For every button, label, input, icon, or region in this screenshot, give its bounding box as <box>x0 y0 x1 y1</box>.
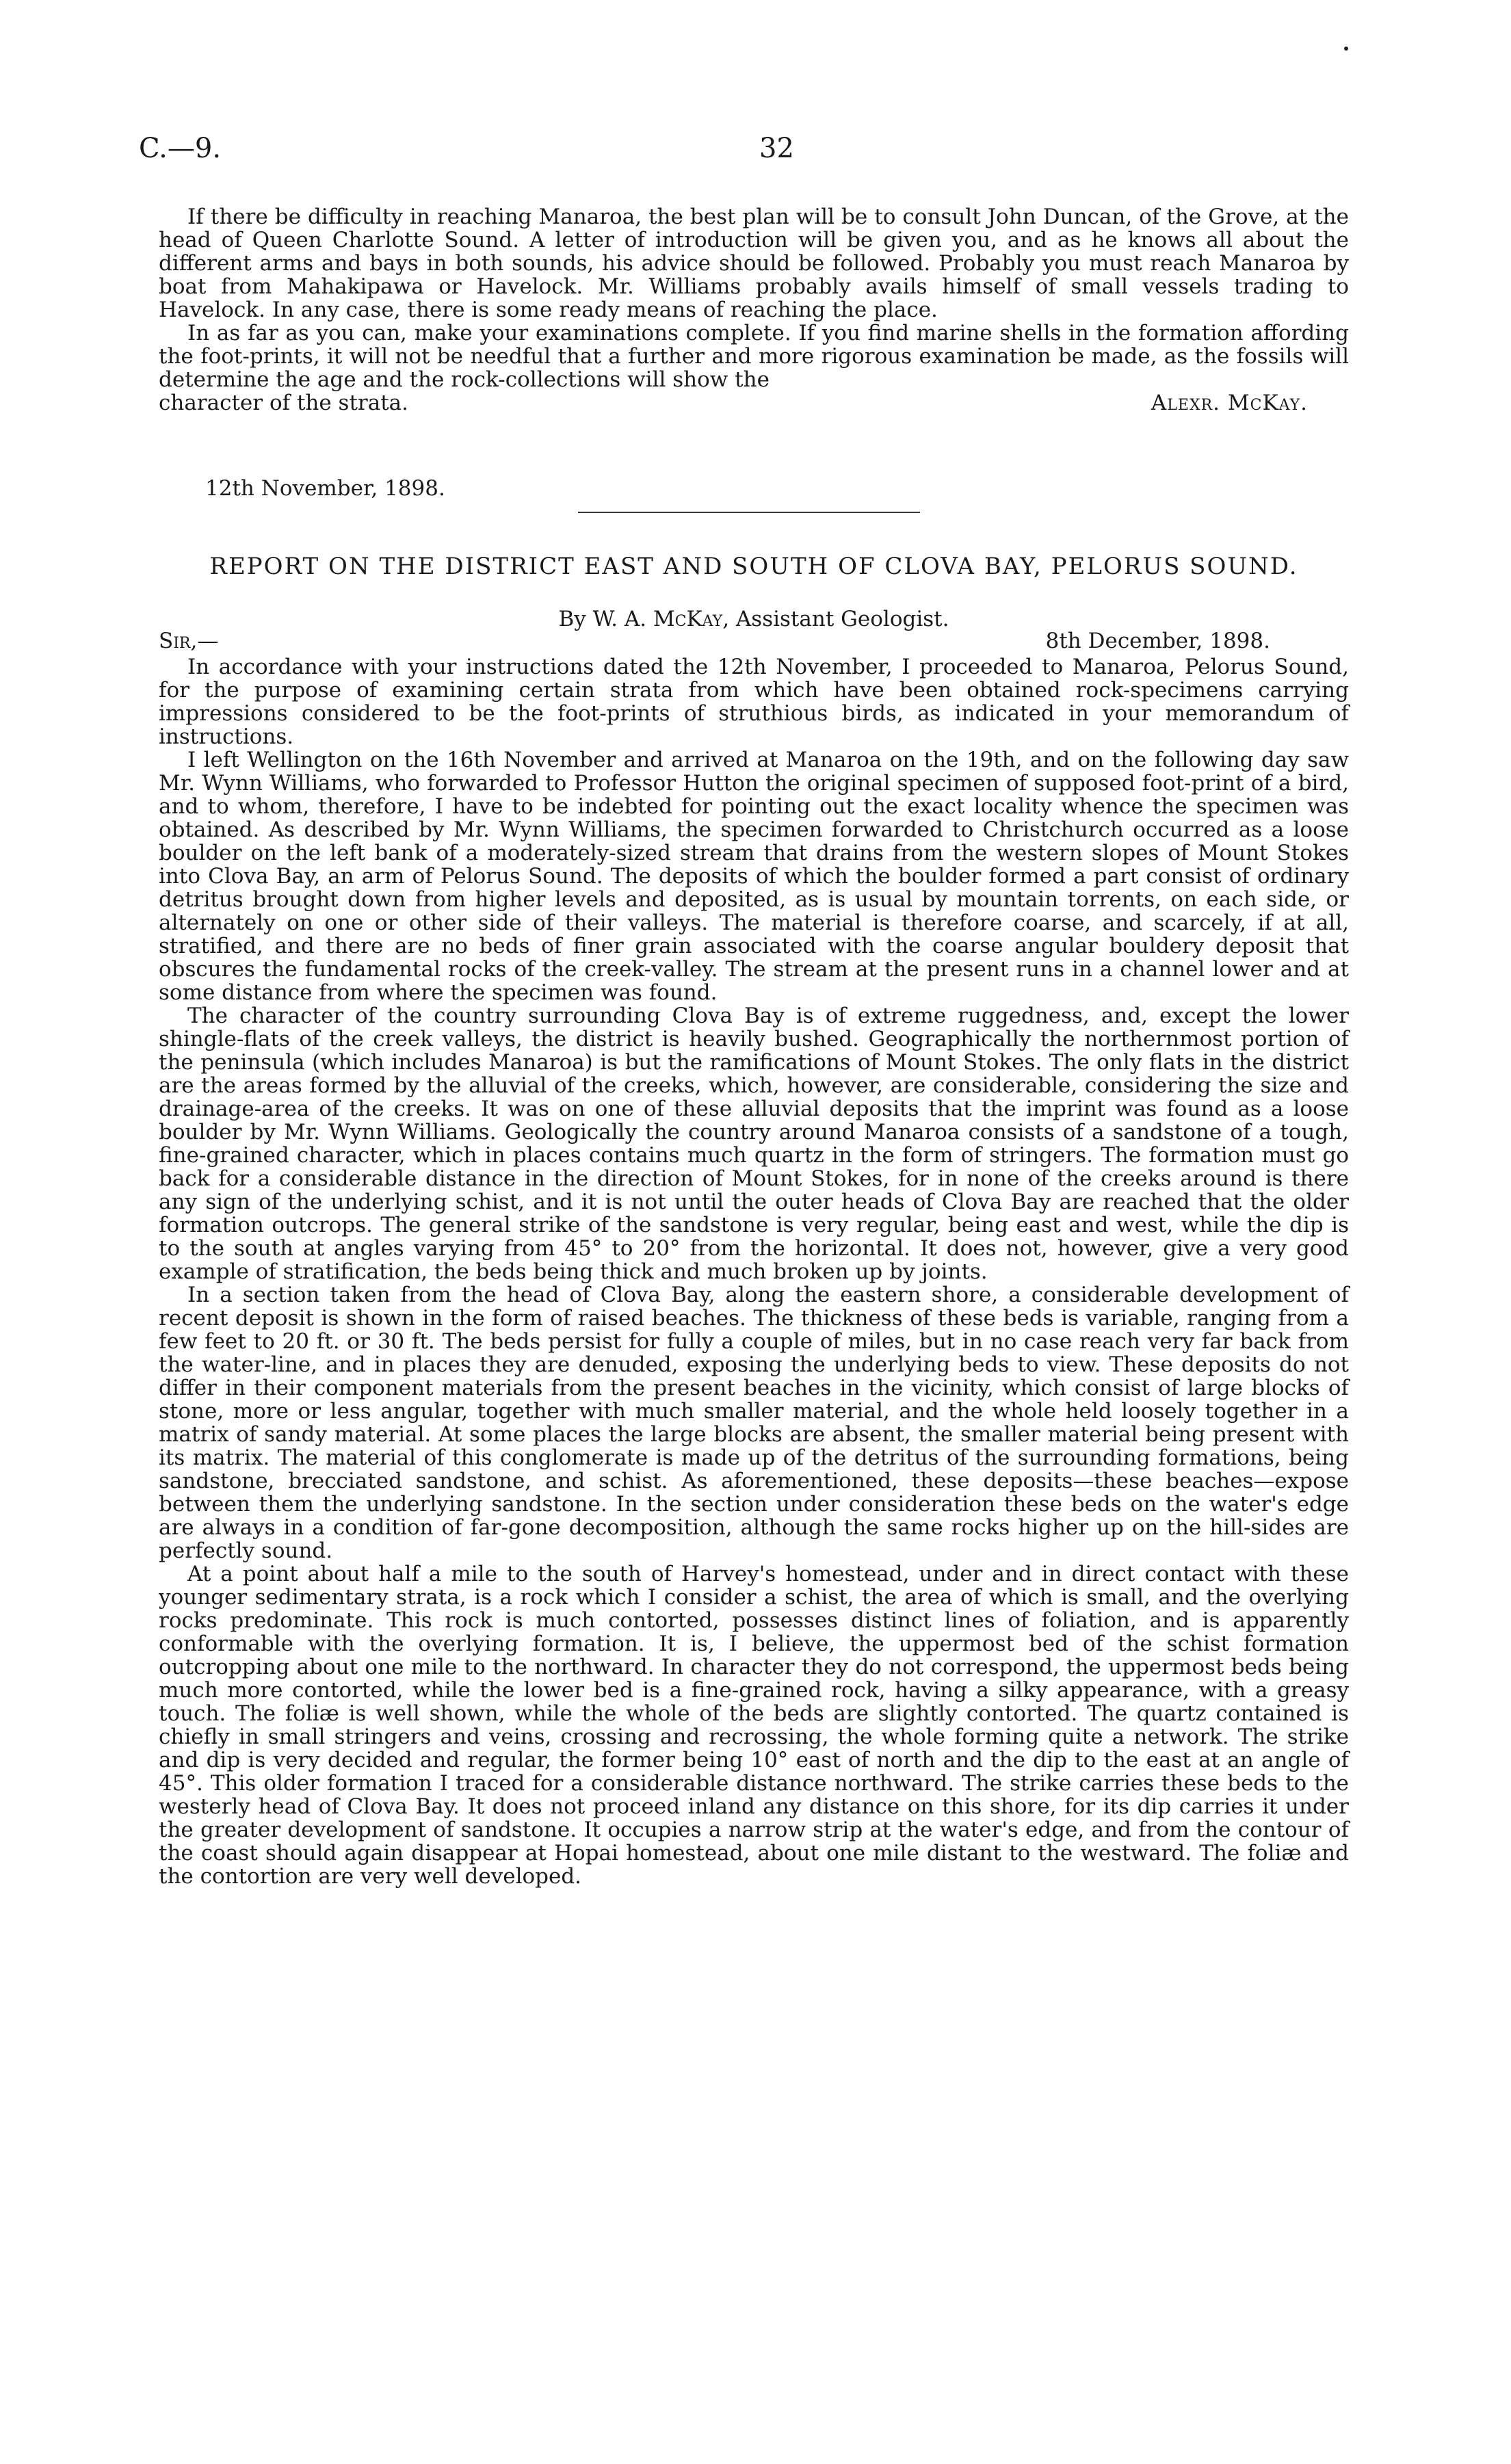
letter-closing <box>159 391 1349 415</box>
report-byline <box>159 607 1349 631</box>
report-paragraph: The character of the country surrounding Clova Bay is of extreme ruggedness, and, except the lower shingle-flats of the creek valleys, the district is heavily bushed. Geographically the northernmost portion of the peninsula (which includes Manaroa) is but the ramifications of Mount Stokes. The only flats in the district are the areas formed by the alluvial of the creeks, which, however, are considerable, considering the size and drainage-area of the creeks. It was on one of these alluvial deposits that the imprint was found as a loose boulder by Mr. Wynn Williams. Geologically the country around Manaroa consists of a sandstone of a tough, fine-grained character, which in places contains much quartz in the form of stringers. The formation must go back for a considerable distance in the direction of Mount Stokes, for in none of the creeks around is there any sign of the underlying schist, and it is not until the outer heads of Clova Bay are reached that the older formation outcrops. The general strike of the sandstone is very regular, being east and west, while the dip is to the south at angles varying from 45° to 20° from the horizontal. It does not, however, give a very good example of stratification, the beds being thick and much broken up by joints. <box>159 1004 1349 1284</box>
section-divider <box>578 512 920 513</box>
report-paragraph: In a section taken from the head of Clova Bay, along the eastern shore, a considerable development of recent deposit is shown in the form of raised beaches. The thickness of these beds is variable, ranging from a few feet to 20 ft. or 30 ft. The beds persist for fully a couple of miles, but in no case reach very far back from the water-line, and in places they are denuded, exposing the underlying beds to view. These deposits do not differ in their component materials from the present beaches in the vicinity, which consist of large blocks of stone, more or less angular, together with much smaller material, and the whole held loosely together in a matrix of sandy material. At some places the large blocks are absent, the smaller material being present with its matrix. The material of this conglomerate is made up of the detritus of the surrounding formations, being sandstone, brecciated sandstone, and schist. As aforementioned, these deposits—these beaches—expose between them the underlying sandstone. In the section under consideration these beds on the water's edge are always in a condition of far-gone decomposition, although the same rocks higher up on the hill-sides are perfectly sound. <box>159 1283 1349 1563</box>
letter-date: 12th November, 1898. <box>205 476 445 501</box>
byline-prefix: By W. A. <box>558 607 647 631</box>
byline-suffix: , Assistant Geologist. <box>722 607 949 631</box>
letter-block <box>159 205 1349 415</box>
letter-signature: Alexr. McKay. <box>1151 391 1308 415</box>
report-title: REPORT ON THE DISTRICT EAST AND SOUTH OF CLOVA BAY, PELORUS SOUND. <box>209 553 1298 580</box>
report-paragraph: At a point about half a mile to the south of Harvey's homestead, under and in direct contact with these younger sedimentary strata, is a rock which I consider a schist, the area of which is small, and the overlying rocks predominate. This rock is much contorted, possesses distinct lines of foliation, and is apparently conformable with the overlying formation. It is, I believe, the uppermost bed of the schist formation outcropping about one mile to the northward. In character they do not correspond, the uppermost beds being much more contorted, while the lower bed is a fine-grained rock, having a silky appearance, with a greasy touch. The foliæ is well shown, while the whole of the beds are slightly contorted. The quartz contained is chiefly in small stringers and veins, crossing and recrossing, the whole forming quite a network. The strike and dip is very decided and regular, the former being 10° east of north and the dip to the east at an angle of 45°. This older formation I traced for a considerable distance northward. The strike carries these beds to the westerly head of Clova Bay. It does not proceed inland any distance on this shore, for its dip carries it under the greater development of sandstone. It occupies a narrow strip at the water's edge, and from the contour of the coast should again disappear at Hopai homestead, about one mile distant to the westward. The foliæ and the contortion are very well developed. <box>159 1562 1349 1889</box>
byline-author: McKay <box>653 607 723 631</box>
report-paragraph: I left Wellington on the 16th November and arrived at Manaroa on the 19th, and on the following day saw Mr. Wynn Williams, who forwarded to Professor Hutton the original specimen of supposed foot-print of a bird, and to whom, therefore, I have to be indebted for pointing out the exact locality whence the specimen was obtained. As described by Mr. Wynn Williams, the specimen forwarded to Christchurch occurred as a loose boulder on the left bank of a moderately-sized stream that drains from the western slopes of Mount Stokes into Clova Bay, an arm of Pelorus Sound. The deposits of which the boulder formed a part consist of ordinary detritus brought down from higher levels and deposited, as is usual by mountain torrents, on each side, or alternately on one or other side of their valleys. The material is therefore coarse, and scarcely, if at all, stratified, and there are no beds of finer grain associated with the coarse angular bouldery deposit that obscures the fundamental rocks of the creek-valley. The stream at the present runs in a channel lower and at some distance from where the specimen was found. <box>159 748 1349 1005</box>
letter-last-line: character of the strata. <box>159 391 409 415</box>
report-salutation: Sir,— <box>159 629 219 653</box>
letter-paragraph: If there be difficulty in reaching Manaroa, the best plan will be to consult John Duncan, of the Grove, at the head of Queen Charlotte Sound. A letter of introduction will be given you, and as he knows all about the different arms and bays in both sounds, his advice should be followed. Probably you must reach Manaroa by boat from Mahakipawa or Havelock. Mr. Williams probably avails himself of small vessels trading to Havelock. In any case, there is some ready means of reaching the place. <box>159 205 1349 322</box>
report-date: 8th December, 1898. <box>1045 629 1270 653</box>
report-paragraph: In accordance with your instructions dated the 12th November, I proceeded to Manaroa, Pelorus Sound, for the purpose of examining certain strata from which have been obtained rock-specimens carrying impressions considered to be the foot-prints of struthious birds, as indicated in your memorandum of instructions. <box>159 655 1349 749</box>
report-body <box>159 655 1349 1888</box>
page-speck <box>1344 47 1348 51</box>
letter-paragraph: In as far as you can, make your examinations complete. If you find marine shells in the formation affording the foot-prints, it will not be needful that a further and more rigorous examination be made, as the fossils will determine the age and the rock-collections will show the <box>159 321 1349 392</box>
document-code: C.—9. <box>139 133 222 164</box>
page-number: 32 <box>759 133 794 164</box>
